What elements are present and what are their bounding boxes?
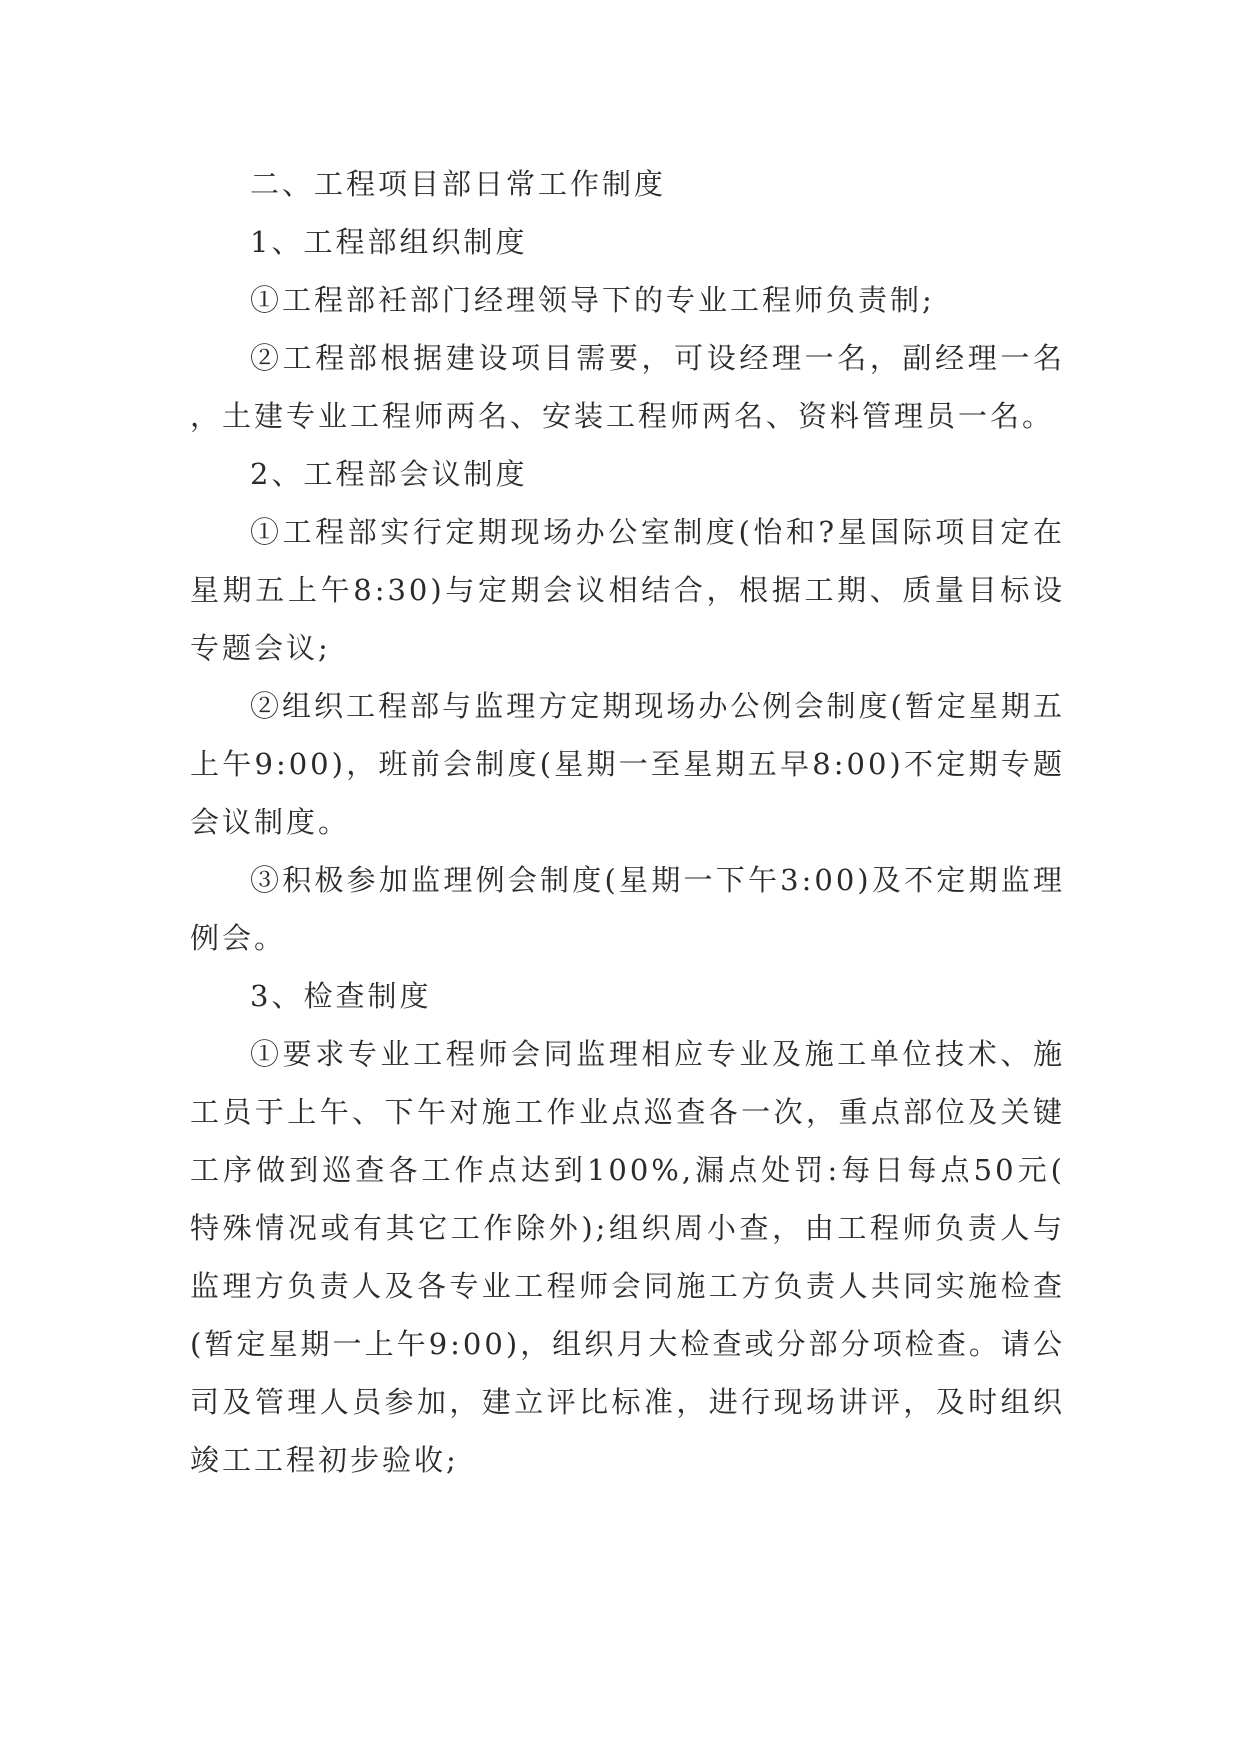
paragraph: ③积极参加监理例会制度(星期一下午3:00)及不定期监理例会。: [190, 863, 1065, 955]
paragraph: ②组织工程部与监理方定期现场办公例会制度(暂定星期五上午9:00)，班前会制度(星期一至星期五早8:00)不定期专题会议制度。: [190, 689, 1065, 839]
paragraph: ①工程部实行定期现场办公室制度(怡和?星国际项目定在星期五上午8:30)与定期会议相结合，根据工期、质量目标设专题会议;: [190, 515, 1065, 665]
document-body: [190, 155, 1065, 1489]
subsection-heading-inspection: 3、检查制度: [250, 979, 432, 1013]
section-heading: 二、工程项目部日常工作制度: [250, 167, 667, 201]
paragraph: ②工程部根据建设项目需要，可设经理一名，副经理一名，土建专业工程师两名、安装工程师两名、资料管理员一名。: [190, 341, 1065, 433]
paragraph: ①要求专业工程师会同监理相应专业及施工单位技术、施工员于上午、下午对施工作业点巡查各一次，重点部位及关键工序做到巡查各工作点达到100%,漏点处罚:每日每点50元(特殊情况或有其它工作除外);组织周小查，由工程师负责人与监理方负责人及各专业工程师会同施工方负责人共同实施检查(暂定星期一上午9:00)，组织月大检查或分部分项检查。请公司及管理人员参加，建立评比标准，进行现场讲评，及时组织竣工工程初步验收;: [190, 1037, 1065, 1477]
paragraph: ①工程部衽部门经理领导下的专业工程师负责制;: [250, 283, 935, 317]
subsection-heading-meetings: 2、工程部会议制度: [250, 457, 528, 491]
subsection-heading-organization: 1、工程部组织制度: [250, 225, 528, 259]
